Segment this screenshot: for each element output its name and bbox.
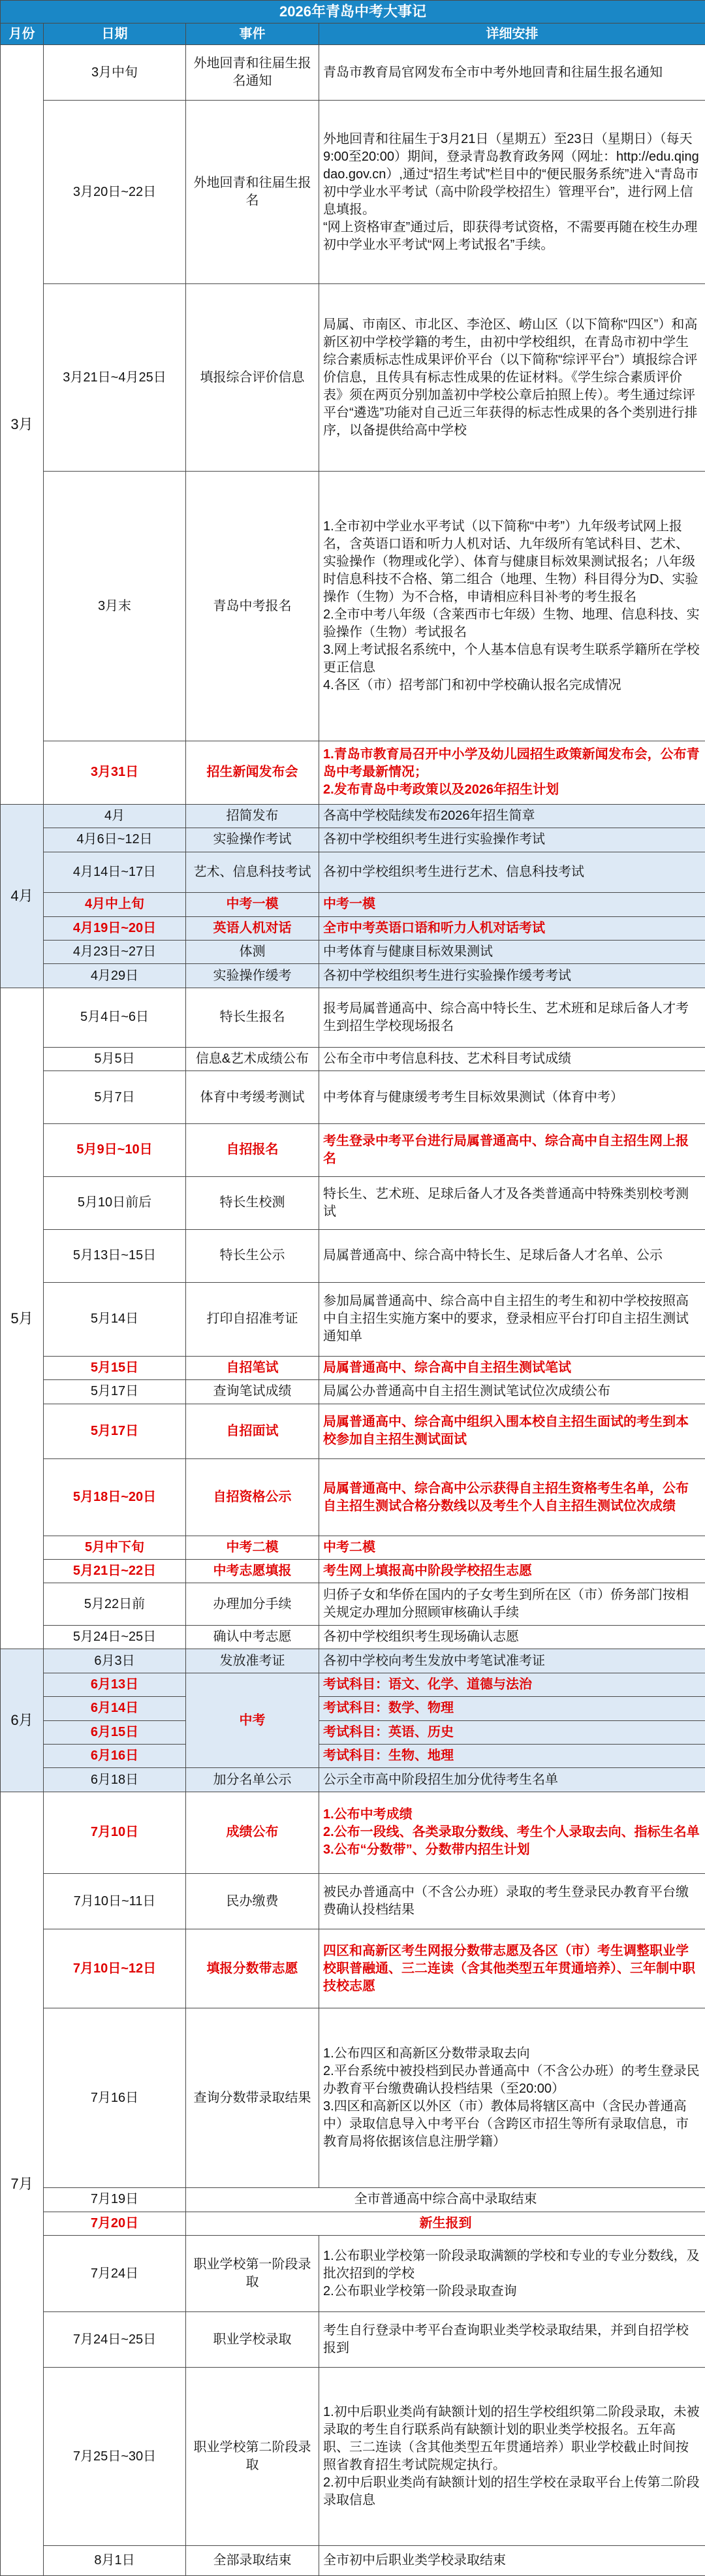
row-date: 6月15日 — [44, 1720, 186, 1744]
row-event: 实验操作考试 — [186, 828, 319, 852]
row-detail: 中考二模 — [319, 1536, 705, 1559]
row-detail: 全市初中后职业类学校录取结束 — [319, 2546, 705, 2576]
table-row — [1, 101, 705, 284]
month-cell-july: 7月 — [1, 1792, 44, 2575]
row-event: 职业学校第二阶段录取 — [186, 2368, 319, 2546]
table-row — [1, 1583, 705, 1626]
row-date: 4月19日~20日 — [44, 916, 186, 940]
table-row — [1, 2368, 705, 2546]
row-event: 自招报名 — [186, 1123, 319, 1176]
table-row — [1, 1697, 705, 1720]
row-detail: 考试科目：生物、地理 — [319, 1744, 705, 1767]
row-event: 特长生公示 — [186, 1229, 319, 1282]
row-date: 5月4日~6日 — [44, 988, 186, 1047]
row-detail: 被民办普通高中（不含公办班）录取的考生登录民办教育平台缴费确认投档结果 — [319, 1874, 705, 1929]
row-detail: 全市中考英语口语和听力人机对话考试 — [319, 916, 705, 940]
row-detail: 考试科目：数学、物理 — [319, 1697, 705, 1720]
table-row — [1, 1744, 705, 1767]
table-row — [1, 741, 705, 804]
row-date: 5月中下旬 — [44, 1536, 186, 1559]
row-detail: 中考一模 — [319, 893, 705, 916]
row-event: 外地回青和往届生报名 — [186, 101, 319, 284]
row-date: 6月18日 — [44, 1768, 186, 1792]
row-date: 3月21日~4月25日 — [44, 284, 186, 472]
row-date: 7月19日 — [44, 2188, 186, 2212]
row-event: 打印自招准考证 — [186, 1282, 319, 1356]
table-row — [1, 2188, 705, 2212]
table-row — [1, 2312, 705, 2368]
row-detail: 各初中学校组织考生进行实验操作考试 — [319, 828, 705, 852]
row-detail: 考生登录中考平台进行局属普通高中、综合高中自主招生网上报名 — [319, 1123, 705, 1176]
row-detail: 公示全市高中阶段招生加分优待考生名单 — [319, 1768, 705, 1792]
row-detail: 归侨子女和华侨在国内的子女考生到所在区（市）侨务部门按相关规定办理加分照顾审核确认手续 — [319, 1583, 705, 1626]
row-detail: 局属普通高中、综合高中公示获得自主招生资格考生名单，公布自主招生测试合格分数线以及考生个人自主招生测试位次成绩 — [319, 1459, 705, 1536]
month-cell-april: 4月 — [1, 804, 44, 988]
table-row — [1, 828, 705, 852]
table-row — [1, 2546, 705, 2576]
row-detail: 局属公办普通高中自主招生测试笔试位次成绩公布 — [319, 1380, 705, 1404]
row-date: 7月24日~25日 — [44, 2312, 186, 2368]
table-row — [1, 1282, 705, 1356]
row-detail: 1.全市初中学业水平考试（以下简称“中考”）九年级考试网上报名，含英语口语和听力人机对话、九年级所有笔试科目、艺术、实验操作（物理或化学）、体育与健康目标效果测试报名；八年级时信息科技不合格、第二组合（地理、生物）科目得分为D、实验操作（生物）为不合格，申请相应科目补考的考生报名 2.全市中考八年级（含莱西市七年级）生物、地理、信息科技、实验操作（生物）考试报名 3.网上考试报名系统中，个人基本信息有误考生联系学籍所在学校更正信息 4.各区（市）招考部门和初中学校确认报名完成情况 — [319, 472, 705, 741]
row-date: 5月18日~20日 — [44, 1459, 186, 1536]
row-event: 职业学校第一阶段录取 — [186, 2235, 319, 2311]
row-event: 招简发布 — [186, 804, 319, 828]
row-detail: 特长生、艺术班、足球后备人才及各类普通高中特殊类别校考测试 — [319, 1176, 705, 1229]
row-detail: 各高中学校陆续发布2026年招生简章 — [319, 804, 705, 828]
table-row — [1, 1380, 705, 1404]
row-event: 职业学校录取 — [186, 2312, 319, 2368]
row-event: 青岛中考报名 — [186, 472, 319, 741]
row-detail: 外地回青和往届生于3月21日（星期五）至23日（星期日）（每天9:00至20:00）期间，登录青岛教育政务网（网址：http://edu.qingdao.gov.cn）,通过“招生考试”栏目中的“便民服务系统”进入“青岛市初中学业水平考试（高中阶段学校招生）管理平台”，进行网上信息填报。 “网上资格审查”通过后，即获得考试资格，不需要再随在校生办理初中学业水平考试“网上考试报名”手续。 — [319, 101, 705, 284]
row-detail: 考生网上填报高中阶段学校招生志愿 — [319, 1560, 705, 1583]
row-detail: 参加局属普通高中、综合高中自主招生的考生和初中学校按照高中自主招生实施方案中的要求，登录相应平台打印自主招生测试通知单 — [319, 1282, 705, 1356]
row-detail: 1.青岛市教育局召开中小学及幼儿园招生政策新闻发布会，公布青岛中考最新情况； 2.发布青岛中考政策以及2026年招生计划 — [319, 741, 705, 804]
table-row — [1, 852, 705, 893]
row-date: 7月24日 — [44, 2235, 186, 2311]
row-event: 特长生校测 — [186, 1176, 319, 1229]
row-date: 5月22日前 — [44, 1583, 186, 1626]
row-event: 信息&艺术成绩公布 — [186, 1047, 319, 1071]
header-date: 日期 — [44, 24, 186, 45]
row-date: 3月中旬 — [44, 45, 186, 101]
table-row — [1, 1536, 705, 1559]
table-row — [1, 1673, 705, 1696]
row-event: 体测 — [186, 941, 319, 964]
table-row — [1, 2008, 705, 2188]
row-date: 5月9日~10日 — [44, 1123, 186, 1176]
row-date: 5月15日 — [44, 1356, 186, 1379]
row-detail: 考试科目：语文、化学、道德与法治 — [319, 1673, 705, 1696]
row-date: 3月20日~22日 — [44, 101, 186, 284]
table-row — [1, 1768, 705, 1792]
row-event: 实验操作缓考 — [186, 964, 319, 988]
row-date: 5月17日 — [44, 1404, 186, 1459]
row-date: 4月23日~27日 — [44, 941, 186, 964]
table-row — [1, 1560, 705, 1583]
row-event: 艺术、信息科技考试 — [186, 852, 319, 893]
row-date: 8月1日 — [44, 2546, 186, 2576]
row-detail: 新生报到 — [186, 2212, 705, 2235]
row-detail: 局属、市南区、市北区、李沧区、崂山区（以下简称“四区”）和高新区初中学校学籍的考生，由初中学校组织，在青岛市初中学生综合素质标志性成果评价平台（以下简称“综评平台”）填报综合评价信息，且传具有标志性成果的佐证材料。《学生综合素质评价表》须在两页分别加盖初中学校公章后拍照上传）。考生通过综评平台“遴选”功能对自己近三年获得的标志性成果的各个类别进行排序，以备提供给高中学校 — [319, 284, 705, 472]
row-event: 中考一模 — [186, 893, 319, 916]
header-event: 事件 — [186, 24, 319, 45]
row-date: 4月 — [44, 804, 186, 828]
row-date: 6月16日 — [44, 1744, 186, 1767]
row-detail: 中考体育与健康缓考考生目标效果测试（体育中考） — [319, 1071, 705, 1124]
row-detail: 局属普通高中、综合高中自主招生测试笔试 — [319, 1356, 705, 1379]
row-event: 自招笔试 — [186, 1356, 319, 1379]
row-date: 5月17日 — [44, 1380, 186, 1404]
table-row — [1, 1047, 705, 1071]
row-detail: 各初中学校组织考生进行艺术、信息科技考试 — [319, 852, 705, 893]
header-detail: 详细安排 — [319, 24, 705, 45]
row-detail: 1.公布中考成绩 2.公布一段线、各类录取分数线、考生个人录取去向、指标生名单 3.公布“分数带”、分数带内招生计划 — [319, 1792, 705, 1873]
month-cell-june: 6月 — [1, 1649, 44, 1792]
row-detail: 各初中学校向考生发放中考笔试准考证 — [319, 1649, 705, 1673]
table-row — [1, 988, 705, 1047]
table-row — [1, 284, 705, 472]
row-event-exam: 中考 — [186, 1673, 319, 1768]
row-date: 4月29日 — [44, 964, 186, 988]
row-date: 7月10日 — [44, 1792, 186, 1873]
row-event: 办理加分手续 — [186, 1583, 319, 1626]
row-date: 5月5日 — [44, 1047, 186, 1071]
row-date: 5月14日 — [44, 1282, 186, 1356]
row-date: 5月21日~22日 — [44, 1560, 186, 1583]
row-detail: 1.初中后职业类尚有缺额计划的招生学校组织第二阶段录取，未被录取的考生自行联系尚有缺额计划的职业类学校报名。五年高职、三二连读（含其他类型五年贯通培养）职业学校截止时间按照省教育招生考试院规定执行。 2.初中后职业类尚有缺额计划的招生学校在录取平台上传第二阶段录取信息 — [319, 2368, 705, 2546]
row-detail: 局属普通高中、综合高中组织入围本校自主招生面试的考生到本校参加自主招生测试面试 — [319, 1404, 705, 1459]
table-row — [1, 1792, 705, 1873]
row-event: 自招资格公示 — [186, 1459, 319, 1536]
row-event: 填报综合评价信息 — [186, 284, 319, 472]
row-event: 查询笔试成绩 — [186, 1380, 319, 1404]
row-event: 填报分数带志愿 — [186, 1929, 319, 2008]
row-detail: 中考体育与健康目标效果测试 — [319, 941, 705, 964]
row-date: 7月10日~11日 — [44, 1874, 186, 1929]
row-detail: 各初中学校组织考生现场确认志愿 — [319, 1626, 705, 1649]
row-event: 特长生报名 — [186, 988, 319, 1047]
row-date: 3月31日 — [44, 741, 186, 804]
row-date: 4月6日~12日 — [44, 828, 186, 852]
table-row — [1, 472, 705, 741]
row-date: 7月10日~12日 — [44, 1929, 186, 2008]
row-detail: 考生自行登录中考平台查询职业类学校录取结果，并到自招学校报到 — [319, 2312, 705, 2368]
table-row — [1, 1071, 705, 1124]
row-event: 民办缴费 — [186, 1874, 319, 1929]
row-date: 5月13日~15日 — [44, 1229, 186, 1282]
row-event: 中考志愿填报 — [186, 1560, 319, 1583]
table-row — [1, 1229, 705, 1282]
row-event: 自招面试 — [186, 1404, 319, 1459]
table-row — [1, 1929, 705, 2008]
table-row — [1, 1874, 705, 1929]
row-event: 体育中考缓考测试 — [186, 1071, 319, 1124]
row-detail: 各初中学校组织考生进行实验操作缓考考试 — [319, 964, 705, 988]
table-row — [1, 1404, 705, 1459]
table-row — [1, 2212, 705, 2235]
row-date: 4月中上旬 — [44, 893, 186, 916]
month-cell-may: 5月 — [1, 988, 44, 1649]
table-row — [1, 1720, 705, 1744]
row-date: 5月10日前后 — [44, 1176, 186, 1229]
row-detail: 四区和高新区考生网报分数带志愿及各区（市）考生调整职业学校职普融通、三二连读（含其他类型五年贯通培养）、三年制中职技校志愿 — [319, 1929, 705, 2008]
table-row — [1, 1459, 705, 1536]
row-event: 成绩公布 — [186, 1792, 319, 1873]
row-detail: 局属普通高中、综合高中特长生、足球后备人才名单、公示 — [319, 1229, 705, 1282]
row-event: 招生新闻发布会 — [186, 741, 319, 804]
table-row — [1, 1649, 705, 1673]
row-date: 4月14日~17日 — [44, 852, 186, 893]
row-event: 确认中考志愿 — [186, 1626, 319, 1649]
row-date: 7月20日 — [44, 2212, 186, 2235]
table-row — [1, 45, 705, 101]
row-event: 全部录取结束 — [186, 2546, 319, 2576]
row-detail: 考试科目：英语、历史 — [319, 1720, 705, 1744]
table-row — [1, 893, 705, 916]
table-row — [1, 964, 705, 988]
row-event: 加分名单公示 — [186, 1768, 319, 1792]
row-date: 6月13日 — [44, 1673, 186, 1696]
row-date: 7月25日~30日 — [44, 2368, 186, 2546]
table-title: 2026年青岛中考大事记 — [1, 1, 705, 24]
row-detail: 青岛市教育局官网发布全市中考外地回青和往届生报名通知 — [319, 45, 705, 101]
row-detail: 1.公布职业学校第一阶段录取满额的学校和专业的专业分数线，及批次招到的学校 2.公布职业学校第一阶段录取查询 — [319, 2235, 705, 2311]
table-row — [1, 2235, 705, 2311]
row-event: 查询分数带录取结果 — [186, 2008, 319, 2188]
table-row — [1, 1356, 705, 1379]
row-detail: 全市普通高中综合高中录取结束 — [186, 2188, 705, 2212]
header-month: 月份 — [1, 24, 44, 45]
row-date: 3月末 — [44, 472, 186, 741]
row-event: 外地回青和往届生报名通知 — [186, 45, 319, 101]
month-cell-march: 3月 — [1, 45, 44, 804]
row-event: 中考二模 — [186, 1536, 319, 1559]
row-detail: 公布全市中考信息科技、艺术科目考试成绩 — [319, 1047, 705, 1071]
table-row — [1, 804, 705, 828]
row-date: 6月14日 — [44, 1697, 186, 1720]
row-event: 英语人机对话 — [186, 916, 319, 940]
row-date: 5月7日 — [44, 1071, 186, 1124]
row-detail: 1.公布四区和高新区分数带录取去向 2.平台系统中被投档到民办普通高中（不含公办班）的考生登录民办教育平台缴费确认投档结果（至20:00） 3.四区和高新区以外区（市）教体局将辖区高中（含民办普通高中）录取信息导入中考平台（含跨区市招生等所有录取信息，市教育局将依据该信息注册学籍） — [319, 2008, 705, 2188]
table-row — [1, 941, 705, 964]
table-row — [1, 1176, 705, 1229]
row-date: 6月3日 — [44, 1649, 186, 1673]
row-detail: 报考局属普通高中、综合高中特长生、艺术班和足球后备人才考生到招生学校现场报名 — [319, 988, 705, 1047]
table-row — [1, 916, 705, 940]
table-row — [1, 1123, 705, 1176]
table-row — [1, 1626, 705, 1649]
row-event: 发放准考证 — [186, 1649, 319, 1673]
row-date: 7月16日 — [44, 2008, 186, 2188]
row-date: 5月24日~25日 — [44, 1626, 186, 1649]
